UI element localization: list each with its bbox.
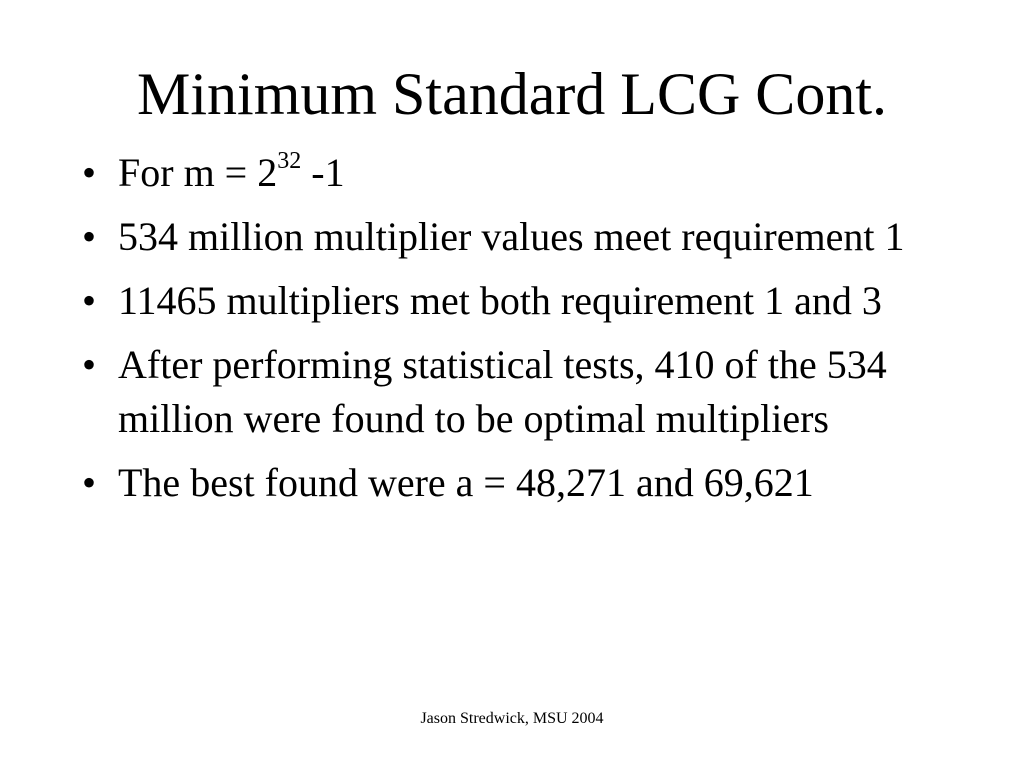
- bullet-dot-icon: •: [82, 342, 97, 387]
- bullet-item: [82, 146, 962, 200]
- bullet-list: [82, 146, 962, 520]
- bullet-dot-icon: •: [82, 460, 97, 505]
- bullet-item: [82, 210, 962, 264]
- bullet-text-prefix: For m = 2: [118, 150, 278, 195]
- bullet-text: 11465 multipliers met both requirement 1 and 3: [118, 278, 882, 323]
- bullet-item: [82, 456, 962, 510]
- bullet-superscript: 32: [277, 147, 302, 174]
- bullet-text: The best found were a = 48,271 and 69,621: [118, 460, 814, 505]
- bullet-text: 534 million multiplier values meet requirement 1: [118, 214, 905, 259]
- bullet-dot-icon: •: [82, 150, 97, 195]
- bullet-item: [82, 274, 962, 328]
- bullet-text-suffix: -1: [301, 150, 345, 195]
- bullet-dot-icon: •: [82, 278, 97, 323]
- slide-title: Minimum Standard LCG Cont.: [137, 61, 887, 127]
- bullet-text: After performing statistical tests, 410 of the 534 million were found to be optimal multipliers: [118, 342, 887, 441]
- slide-footer: Jason Stredwick, MSU 2004: [420, 710, 604, 727]
- bullet-item: [82, 338, 962, 446]
- bullet-dot-icon: •: [82, 214, 97, 259]
